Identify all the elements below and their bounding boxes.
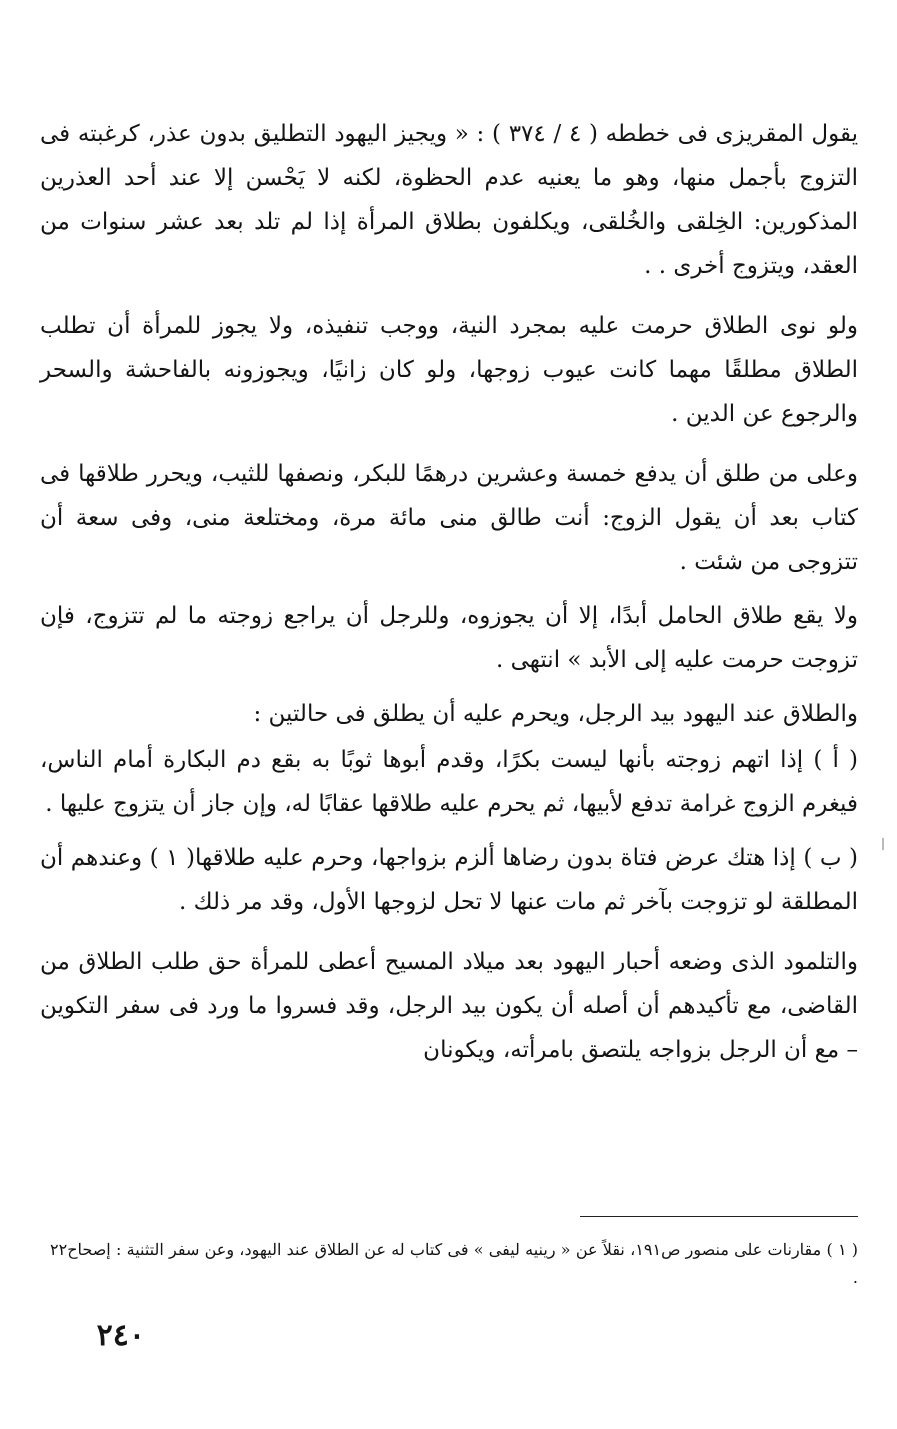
- paragraph-talmud: والتلمود الذى وضعه أحبار اليهود بعد ميلاد المسيح أعطى للمرأة حق طلب الطلاق من القاضى، مع تأكيدهم أن أصله أن يكون بيد الرجل، وقد فسروا ما ورد فى سفر التكوين – مع أن الرجل بزواجه يلتصق بامرأته، ويكونان: [40, 949, 858, 1063]
- paragraph-case-a: ( أ ) إذا اتهم زوجته بأنها ليست بكرًا، وقدم أبوها ثوبًا به بقع دم البكارة أمام الناس، فيغرم الزوج غرامة تدفع لأبيها، ثم يحرم عليه طلاقها عقابًا له، وإن جاز أن يتزوج عليها .: [40, 747, 858, 817]
- scan-artifact-mark: [882, 838, 884, 850]
- footnote-divider: [580, 1216, 858, 1217]
- paragraph-pregnant-divorce: ولا يقع طلاق الحامل أبدًا، إلا أن يجوزوه، وللرجل أن يراجع زوجته ما لم تتزوج، فإن تزوجت حرمت عليه إلى الأبد » انتهى .: [40, 603, 858, 673]
- page-body: [40, 112, 858, 1072]
- paragraph-divorce-payment: وعلى من طلق أن يدفع خمسة وعشرين درهمًا للبكر، ونصفها للثيب، ويحرر طلاقها فى كتاب بعد أن يقول الزوج: أنت طالق منى مائة مرة، ومختلعة منى، وفى سعة أن تتزوجى من شئت .: [40, 461, 858, 575]
- paragraph-case-b: ( ب ) إذا هتك عرض فتاة بدون رضاها ألزم بزواجها، وحرم عليه طلاقها( ١ ) وعندهم أن المطلقة لو تزوجت بآخر ثم مات عنها لا تحل لزوجها الأول، وقد مر ذلك .: [40, 845, 858, 915]
- page-number: ٢٤٠: [96, 1318, 145, 1353]
- paragraph-maqrizi-quote: يقول المقريزى فى خططه ( ٤ / ٣٧٤ ) : « ويجيز اليهود التطليق بدون عذر، كرغبته فى التزوج بأجمل منها، وهو ما يعنيه عدم الحظوة، لكنه لا يَحْسن إلا عند أحد العذرين المذكورين: الخِلقى والخُلقى، ويكلفون بطلاق المرأة إذا لم تلد بعد عشر سنوات من العقد، ويتزوج أخرى . .: [40, 121, 858, 279]
- paragraph-two-cases-intro: والطلاق عند اليهود بيد الرجل، ويحرم عليه أن يطلق فى حالتين :: [253, 701, 858, 727]
- footnote: ( ١ ) مقارنات على منصور ص١٩١، نقلاً عن « رينيه ليفى » فى كتاب له عن الطلاق عند اليهود، وعن سفر التثنية : إصحاح٢٢ .: [50, 1240, 859, 1287]
- paragraph-intent-divorce: ولو نوى الطلاق حرمت عليه بمجرد النية، ووجب تنفيذه، ولا يجوز للمرأة أن تطلب الطلاق مطلقًا مهما كانت عيوب زوجها، ولو كان زانيًا، ويجوزونه بالفاحشة والسحر والرجوع عن الدين .: [40, 313, 859, 427]
